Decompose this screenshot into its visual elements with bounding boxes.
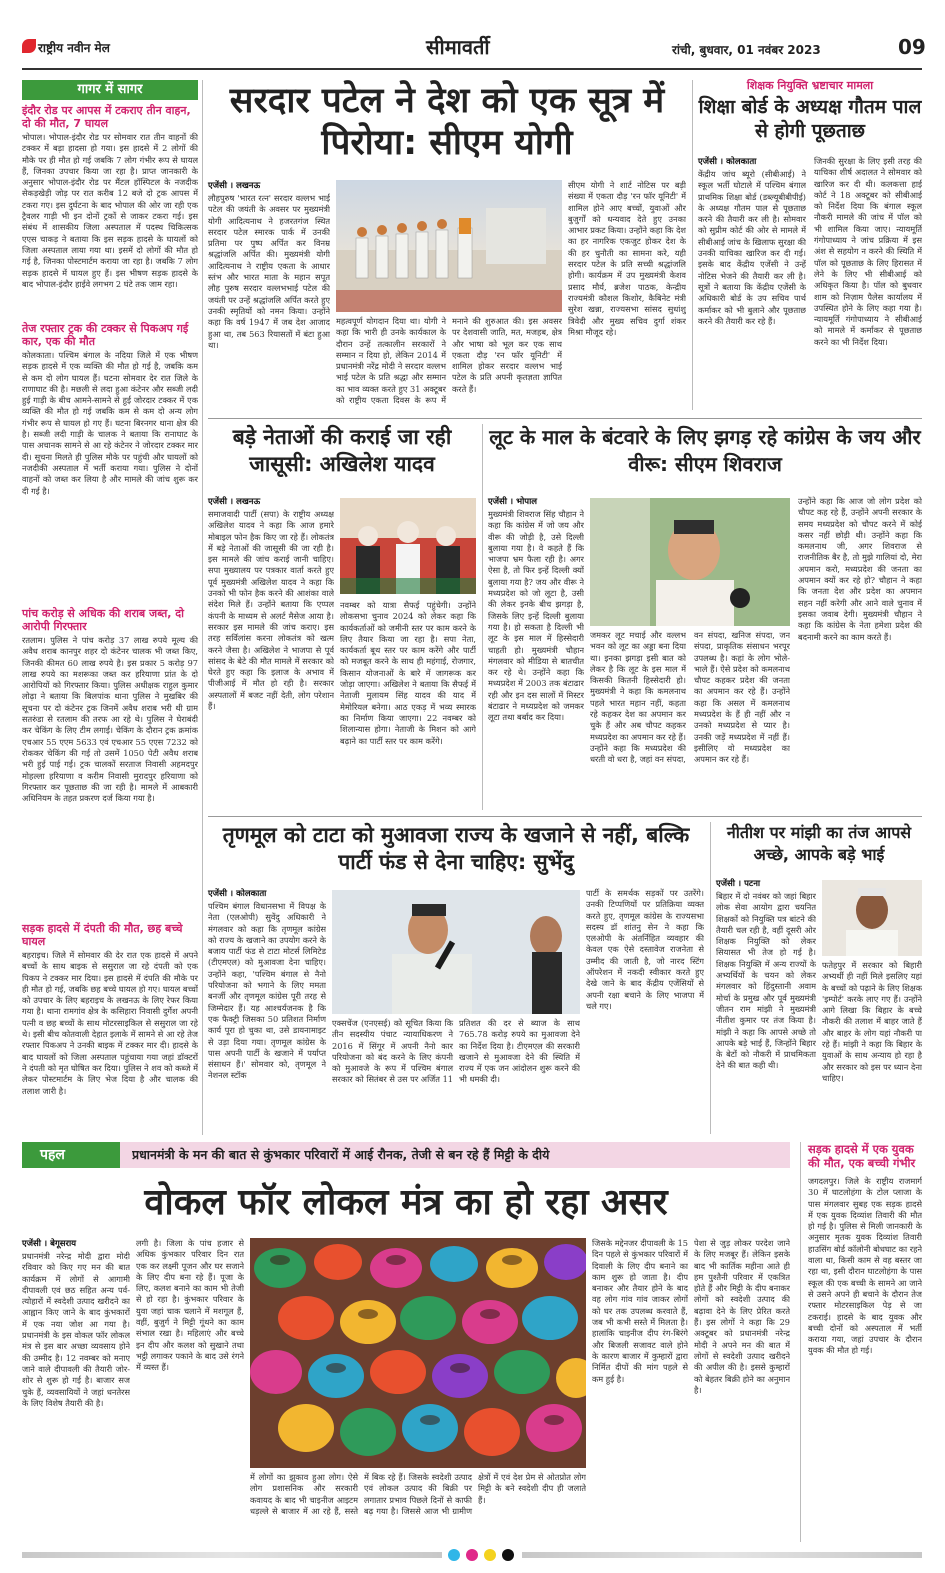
page-number: 09 bbox=[898, 35, 926, 59]
shivraj-text-4: उन्होंने कहा कि आज जो लोग प्रदेश को चौपट कह रहे हैं, उन्होंने अपनी सरकार के समय मध्यप्रदेश को चौपट करने में कोई कसर नहीं छोड़ी थी। उन्होंने कहा कि कमलनाथ जी, अगर शिवराज से राजनीतिक बैर है, तो मुझे गालियां दो, मेरा अपमान करो, मध्यप्रदेश की जनता का अपमान क्यों कर रहे हो? चौहान ने कहा कि जनता देश और प्रदेश का अपमान सहन नहीं करेगी और आने वाले चुनाव में इसका जवाब देगी। मुख्यमंत्री चौहान ने कहा कि कांग्रेस के नेता हमेशा प्रदेश की बदनामी करने का काम करते हैं। bbox=[798, 496, 922, 642]
akhilesh-col-2 bbox=[340, 600, 476, 808]
side-col-2 bbox=[814, 156, 922, 408]
shivraj-text-3: वन संपदा, खनिज संपदा, जन संपदा, प्राकृतिक संसाधन भरपूर उपलब्ध है। कहां के लोग भोले-भाले हैं। ऐसे प्रदेश को कमलनाथ चौपट कहकर प्रदेश की जनता का अपमान कर रहे हैं। उन्होंने कहा कि असल में कमलनाथ मध्यप्रदेश के हैं ही नहीं और न उनको मध्यप्रदेश से प्यार है। उनकी जड़ें मध्यप्रदेश में नहीं हैं। इसीलिए वो मध्यप्रदेश का अपमान कर रहे हैं। bbox=[694, 630, 790, 765]
pahal-strip bbox=[22, 1142, 790, 1168]
lead-col-3 bbox=[568, 180, 686, 408]
left-column bbox=[22, 80, 198, 1135]
tmc-col-2 bbox=[332, 1018, 580, 1132]
tmc-text-3: पार्टी के समर्थक सड़कों पर उतरेंगे। उनकी टिप्पणियों पर प्रतिक्रिया व्यक्त करते हुए, तृणमूल कांग्रेस के राज्यसभा सदस्य डॉ शांतनु सेन ने कहा कि एलओपी के अंतर्निहित व्यवहार की केवल एक ऐसे दस्तावेज राजनेता से उम्मीद की जाती है, जो नारद स्टिंग ऑपरेशन में नकदी स्वीकार करते हुए देखे जाने के बाद केंद्रीय एजेंसियों से अपनी रक्षा बचाने के लिए भाजपा में चले गए। bbox=[586, 888, 704, 1011]
shivraj-headline: लूट के माल के बंटवारे के लिए झगड़ रहे कांग्रेस के जय और वीरू: सीएम शिवराज bbox=[489, 425, 921, 476]
left-column-rule bbox=[202, 80, 203, 1135]
logo-swoosh-icon bbox=[22, 39, 36, 53]
masthead bbox=[22, 33, 926, 65]
lead-headline: सरदार पटेल ने देश को एक सूत्र में पिरोया: सीएम योगी bbox=[229, 81, 665, 163]
vocal-col-1 bbox=[22, 1238, 130, 1540]
side-story bbox=[698, 78, 922, 410]
tmc-byline: एजेंसी । कोलकाता bbox=[208, 889, 267, 899]
lead-col-1 bbox=[208, 180, 330, 408]
shivraj-text-1: मुख्यमंत्री शिवराज सिंह चौहान ने कहा कि कांग्रेस में जो जय और वीरू की जोड़ी है, उसे दिल्ली बुलाया गया है। वे कहते हैं कि भाजपा भ्रम फैला रही है। अगर ऐसा है, तो फिर इन्हें दिल्ली क्यों बुलाया गया है? जय और वीरू ने मध्यप्रदेश को जो लूटा है, उसी की लेकर इनके बीच झगड़ा है, जिसके लिए इन्हें दिल्ली बुलाया गया है। हो सकता है दिल्ली भी लूट के इस माल में हिस्सेदारी चाहती हो। मुख्यमंत्री चौहान मंगलवार को मीडिया से बातचीत कर रहे थे। उन्होंने कहा कि मध्यप्रदेश में 2003 तक बंटाढार रही और इन दस सालों में मिस्टर बंटाढार ने मध्यप्रदेश को जमकर लूटा तथा बर्बाद कर दिया। bbox=[488, 509, 584, 723]
left-story-3-title: पांच करोड़ से अधिक की शराब जब्त, दो आरोपी गिरफ्तार bbox=[22, 607, 184, 633]
tmc-nitish-rule bbox=[710, 822, 711, 1134]
lead-side-rule bbox=[692, 80, 693, 410]
diya-pots-photo-svg bbox=[250, 1238, 586, 1468]
side-headline: शिक्षा बोर्ड के अध्यक्ष गौतम पाल से होगी पूछताछ bbox=[698, 96, 922, 142]
masthead-rule bbox=[22, 68, 922, 70]
row-rule-2 bbox=[208, 816, 922, 817]
cyan-dot-icon bbox=[448, 1549, 460, 1561]
shivraj-photo-svg bbox=[590, 498, 790, 626]
shivraj-byline: एजेंसी । भोपाल bbox=[488, 497, 538, 507]
vocal-headline: वोकल फॉर लोकल मंत्र का हो रहा असर bbox=[144, 1182, 668, 1223]
pahal-tag: पहल bbox=[22, 1142, 120, 1168]
vocal-byline: एजेंसी । बेगूसराय bbox=[22, 1239, 77, 1249]
lead-col-2 bbox=[336, 316, 562, 408]
left-story-2 bbox=[22, 322, 198, 604]
lead-photo-svg bbox=[336, 180, 562, 312]
side-col-1 bbox=[698, 156, 806, 408]
side-byline: एजेंसी । कोलकाता bbox=[698, 157, 757, 167]
lead-text-3: सीएम योगी ने शार्ट नोटिस पर बड़ी संख्या में एकता दौड़ 'रन फॉर यूनिटी' में शामिल होने आए बच्चों, युवाओं और बुजुर्गों को धन्यवाद देते हुए उनका आभार प्रकट किया। उन्होंने कहा कि देश का हर नागरिक एकजुट होकर देश के की हर चुनौती का सामना करे, यही सरदार पटेल के प्रति सच्ची श्रद्धांजलि होगी। कार्यक्रम में उप मुख्यमंत्री केशव प्रसाद मौर्य, ब्रजेश पाठक, केन्द्रीय राज्यमंत्री कौशल किशोर, कैबिनेट मंत्री सुरेश खन्ना, राज्यसभा सांसद सुधांशु त्रिवेदी और मुख्य सचिव दुर्गा शंकर मिश्रा मौजूद रहे। bbox=[568, 180, 686, 337]
side-text-1: केंद्रीय जांच ब्यूरो (सीबीआई) ने स्कूल भर्ती घोटाले में पश्चिम बंगाल प्राथमिक शिक्षा बोर्ड (डब्ल्यूबीबीपीई) के अध्यक्ष गौतम पाल से पूछताछ करने की तैयारी कर ली है। सोमवार को सुप्रीम कोर्ट की ओर से मामले में सीबीआई जांच के खिलाफ सुरक्षा की उनकी याचिका खारिज कर दी गई। इसके बाद केंद्रीय एजेंसी ने उन्हें नोटिस भेजने की तैयारी कर ली है। सूत्रों ने बताया कि केंद्रीय एजेंसी के अधिकारी बोर्ड के उप सचिव पार्थ कर्माकर को भी बुलाने और पूछताछ करने की तैयारी कर रहे हैं। bbox=[698, 169, 806, 326]
black-dot-icon bbox=[502, 1549, 514, 1561]
akhilesh-photo-svg bbox=[340, 498, 476, 594]
akhilesh-text-1: समाजवादी पार्टी (सपा) के राष्ट्रीय अध्यक्ष अखिलेश यादव ने कहा कि आज हमारे मोबाइल फोन हैक किए जा रहे हैं। लोकतंत्र में बड़े नेताओं की जासूसी की जा रही है। इस मामले की जांच कराई जानी चाहिए। सपा मुख्यालय पर पत्रकार वार्ता करते हुए पूर्व मुख्यमंत्री अखिलेश यादव ने कहा कि उनको भी फोन हैक करने की आशंका वाले संदेश मिले हैं। उन्होंने बताया कि एप्पल कंपनी के माध्यम से अलर्ट मैसेज आया है। सरकार इस मामले की जांच कराए। इस तरह सर्विलांस करना लोकतंत्र को खत्म करने जैसा है। अखिलेश ने भाजपा से पूर्व सांसद के बेटे की मौत मामले में सरकार को घेरते हुए कहा कि इलाज के अभाव में पीजीआई में मौत हो रही है। सरकार अस्पतालों में बजट नहीं देती, लोग परेशान हैं। bbox=[208, 509, 334, 712]
left-story-2-text: कोलकाता। पश्चिम बंगाल के नदिया जिले में एक भीषण सड़क हादसे में एक व्यक्ति की मौत हो गई है, जबकि कम से कम दो लोग घायल हैं। घटना सोमवार देर रात जिले के राणाघाट की है। मछली से लदा हुआ कंटेनर और सब्जी लदी हुई गाड़ी के बीच आमने-सामने से हुई जोरदार टक्कर में एक व्यक्ति की मौत हो गई जबकि कम से कम दो अन्य लोग गंभीर रूप से घायल हो गए हैं। घटना बिरनगर थाना क्षेत्र की है। सब्जी लदी गाड़ी के चालक ने बताया कि रानाघाट के पास अचानक सामने से आ रहे कंटेनर ने जोरदार टक्कर मार दी। सूचना मिलते ही पुलिस मौके पर पहुंची और घायलों को नजदीकी अस्पताल में भर्ती कराया गया। पुलिस ने दोनों वाहनों को जब्त कर लिया है और मामले की जांच शुरू कर दी गई है। bbox=[22, 350, 198, 496]
section-title: सीमावर्ती bbox=[426, 35, 490, 59]
shivraj-col-3 bbox=[694, 630, 790, 808]
lead-text-2: महत्वपूर्ण योगदान दिया था। योगी ने कहा कि भारी ही उनके कार्यकाल के दौरान उन्हें तत्कालीन सरकारों ने सम्मान न दिया हो, लेकिन 2014 में प्रधानमंत्री नरेंद्र मोदी ने सरदार वल्लभ भाई पटेल के प्रति श्रद्धा और सम्मान का भाव व्यक्त करते हुए 31 अक्टूबर को राष्ट्रीय एकता दिवस के रूप में मनाने की शुरुआत की। इस अवसर पर देशवासी जाति, मत, मजहब, क्षेत्र और भाषा को भूल कर एक साथ एकता दौड़ 'रन फॉर यूनिटी' में शामिल होकर सरदार वल्लभ भाई पटेल के प्रति अपनी कृतज्ञता ज्ञापित करते हैं। bbox=[336, 316, 562, 406]
nitish-photo bbox=[822, 880, 922, 956]
akhilesh-story bbox=[208, 424, 476, 810]
tmc-photo-svg bbox=[332, 890, 580, 1014]
side-kicker: शिक्षक नियुक्ति भ्रष्टाचार मामला bbox=[746, 79, 874, 92]
masthead-logo bbox=[22, 37, 142, 59]
vocal-col-3 bbox=[250, 1472, 586, 1540]
nitish-photo-svg bbox=[822, 880, 922, 956]
vocal-col-4 bbox=[592, 1238, 688, 1540]
tmc-photo bbox=[332, 890, 580, 1014]
registration-strip bbox=[22, 1548, 922, 1562]
tmc-story bbox=[208, 822, 704, 1134]
lead-story bbox=[208, 80, 686, 410]
vocal-col-2 bbox=[136, 1238, 244, 1540]
bottom-right-headline: सड़क हादसे में एक युवक की मौत, एक बच्ची गंभीर bbox=[808, 1142, 916, 1170]
akhilesh-photo bbox=[340, 498, 476, 594]
tmc-text-2: एक्सचेंज (एनएसई) को सूचित किया कि तीन सदस्यीय पंचाट न्यायाधिकरण ने 2016 में सिंगूर में अपनी नैनो कार परियोजना को बंद करने के लिए कंपनी को मुआवजे के रूप में पश्चिम बंगाल सरकार को सितंबर से उस पर अर्जित 11 प्रतिशत की दर से ब्याज के साथ 765.78 करोड़ रुपये का मुआवजा देने का निर्देश दिया है। टीएमएल की सरकारी खजाने से मुआवजा देने की स्थिति में राज्य में एक जन आंदोलन शुरू करने की भी धमकी दी। bbox=[332, 1018, 580, 1085]
shivraj-photo bbox=[590, 498, 790, 626]
akhilesh-text-2: नवम्बर को यात्रा सैफई पहुंचेगी। उन्होंने लोकसभा चुनाव 2024 को लेकर कहा कि कार्यकर्ताओं को जमीनी स्तर पर काम करने के लिए तैयार किया जा रहा है। सपा नेता, कार्यकर्ता बूथ स्तर पर काम करेंगे और पार्टी को मजबूत करने के साथ ही महंगाई, रोजगार, किसान योजनाओं के बारे में जागरूक कर जोड़ा जाएगा। अखिलेश ने बताया कि सैफई में नेताजी मुलायम सिंह यादव की याद में मेमोरियल बनेगा। आठ एकड़ में भव्य स्मारक का निर्माण किया जाएगा। 22 नवम्बर को शिलान्यास होगा। नेताजी के मिशन को आगे बढ़ाने का पार्टी स्तर पर काम करेंगे। bbox=[340, 600, 476, 746]
akhilesh-byline: एजेंसी । लखनऊ bbox=[208, 497, 261, 507]
vocal-story bbox=[22, 1174, 790, 1542]
left-story-4 bbox=[22, 922, 198, 1134]
pahal-headline: प्रधानमंत्री के मन की बात से कुंभकार परिवारों में आई रौनक, तेजी से बन रहे हैं मिट्टी के दीये bbox=[132, 1147, 550, 1162]
vocal-text-1: प्रधानमंत्री नरेन्द्र मोदी द्वारा मोदी रविवार को किए गए मन की बात कार्यक्रम में लोगों से आगामी दीपावली एवं छठ सहित अन्य पर्व-त्योहारों में स्वदेशी उत्पाद खरीदने का आह्वान किए जाने के बाद कुंभकारों में एक नया जोश आ गया है। प्रधानमंत्री के इस वोकल फॉर लोकल मंत्र से इस बार अच्छा व्यवसाय होने की उम्मीद है। 12 नवम्बर को मनाए जाने वाले दीपावली की तैयारी जोर-शोर से शुरू हो गई है। बाजार सज चुके हैं, व्यवसायियों ने जहां धनतेरस के लिए विशेष तैयारी की है। bbox=[22, 1251, 130, 1408]
magenta-dot-icon bbox=[466, 1549, 478, 1561]
registration-bar-right bbox=[522, 1552, 922, 1558]
shivraj-col-2 bbox=[590, 630, 686, 808]
tmc-col-3 bbox=[586, 888, 704, 1132]
akhilesh-headline: बड़े नेताओं की कराई जा रही जासूसी: अखिलेश यादव bbox=[232, 425, 452, 476]
nitish-headline: नीतीश पर मांझी का तंज आपसे अच्छे, आपके बड़े भाई bbox=[726, 823, 912, 864]
vocal-text-5: पेशा से जुड़ लोकर परदेश जाने के लिए मजबूर हैं। लेकिन इसके बाद भी कार्तिक महीना आते ही हम पुश्तैनी परिवार में एकत्रित होते हैं और मिट्टी के दीप बनाकर लोगों को स्वदेशी उत्पाद की बढ़ावा देने के लिए प्रेरित करते हैं। इस लोगों ने कहा कि 29 अक्टूबर को प्रधानमंत्री नरेन्द्र मोदी ने अपने मन की बात में लोगों से स्वदेशी उत्पाद खरीदने की अपील की है। इससे कुम्हारों को बेहतर बिक्री होने का अनुमान है। bbox=[694, 1238, 790, 1395]
nitish-story bbox=[716, 822, 922, 1134]
left-story-3 bbox=[22, 607, 198, 919]
left-story-4-text: बहराइच। जिले में सोमवार की देर रात एक हादसे में अपने बच्चों के साथ बाइक से ससुराल जा रहे दंपती को एक पिकप ने टक्कर मार दिया। इस हादसे में दंपति की मौके पर ही मौत हो गई, जबकि छह बच्चे घायल हो गए। घायल बच्चों को उपचार के लिए बहराइच के लखनऊ के लिए रेफर किया गया है। थाना रामगांव क्षेत्र के कसिहारा निवासी दुर्गेश अपनी पत्नी व छह बच्चों के साथ मोटरसाइकिल से ससुराल जा रहे थे। इसी बीच कोतवाली देहात इलाके में सामने से आ रहे तेज रफ्तार पिकअप ने उनकी बाइक में टक्कर मार दी। हादसे के बाद घायलों को जिला अस्पताल पहुंचाया गया जहां डॉक्टरों ने दंपती को मृत घोषित कर दिया। पुलिस ने शव को कब्जे में लेकर पोस्टमार्टम के लिए भेज दिया है और चालक की तलाश जारी है। bbox=[22, 950, 198, 1096]
left-story-1 bbox=[22, 104, 198, 320]
bottom-right-text: जगदलपुर। जिले के राष्ट्रीय राजमार्ग 30 में घाटलोहंगा के टोल प्लाजा के पास मंगलवार सुबह एक सड़क हादसे में एक युवक दिव्यांश तिवारी की मौत हो गई है। पुलिस से मिली जानकारी के अनुसार मृतक युवक दिव्यांश तिवारी हाउसिंग बोर्ड कॉलोनी बोधघाट का रहने वाला था, किसी काम से वह बस्तर जा रहा था, इसी दौरान घाटलोहंगा के पास स्कूल की एक बच्ची के सामने आ जाने से उसने अपने ही बचाने के दौरान तेज रफ्तार मोटरसाइकिल पेड़ से जा टकराई। हादसे के बाद युवक और बच्ची दोनों को अस्पताल में भर्ती कराया गया, जहां उपचार के दौरान युवक की मौत हो गई। bbox=[808, 1176, 922, 1356]
yellow-dot-icon bbox=[484, 1549, 496, 1561]
nitish-byline: एजेंसी । पटना bbox=[716, 879, 761, 889]
gagar-label: गागर में सागर bbox=[22, 80, 198, 100]
row-rule-1 bbox=[208, 418, 922, 419]
lead-photo bbox=[336, 180, 562, 312]
vocal-right-rule bbox=[800, 1142, 801, 1542]
vocal-text-4: जिसके मद्देनजर दीपावली के 15 दिन पहले से कुंभकार परिवारों में दिवाली के लिए दीप बनाने का काम शुरू हो जाता है। दीप बनाकर और तैयार होने के बाद वह लोग गांव गांव जाकर लोगों को घर तक उपलब्ध करवाते हैं, जब भी कभी सस्ते में मिलता है। हालांकि चाइनीज दीप रंग-बिरंगे और बिजली सजावट वाले होने के कारण बाजार में कुम्हारों द्वारा निर्मित दीपों की मांग पहले से कम हुई है। bbox=[592, 1238, 688, 1384]
left-story-4-title: सड़क हादसे में दंपती की मौत, छह बच्चे घायल bbox=[22, 922, 183, 948]
shivraj-text-2: जमकर लूट मचाई और वल्लभ भवन को लूट का अड्डा बना दिया था। इनका झगड़ा इसी बात को लेकर है कि लूट के इस माल में किसकी कितनी हिस्सेदारी हो। मुख्यमंत्री ने कहा कि कमलनाथ पहले भारत महान नहीं, कहता रहे कहकर देश का अपमान कर चुके हैं और अब चौपट कहकर मध्यप्रदेश का अपमान कर रहे हैं। उन्होंने कहा कि मध्यप्रदेश की धरती वो धरा है, जहां वन संपदा, bbox=[590, 630, 686, 765]
left-story-1-text: भोपाल। भोपाल-इंदौर रोड पर सोमवार रात तीन वाहनों की टक्कर में बड़ा हादसा हो गया। इस हादसे में 2 लोगों की मौके पर ही मौत हो गई जबकि 7 लोग गंभीर रूप से घायल हैं, जिनका उपचार किया जा रहा है। प्राप्त जानकारी के अनुसार भोपाल-इंदौर रोड पर मैंटल हॉस्पिटल के नजदीक सेकड़खेड़ी जोड़ पर रात करीब 12 बजे दो ट्रक आपस में टकरा गए। इस दुर्घटना के बाद भोपाल की ओर जा रही एक ट्रैवलर गाड़ी भी इन दोनों ट्रकों से जाकर टकरा गई। इस संबंध में शासकीय जिला अस्पताल में पदस्थ चिकित्सक एएस चाकड़ ने बताया कि इस सड़क हादसे के घायलों को जिला अस्पताल लाया गया था। इसमें दो लोगों की मौत हो गई है, जिनका पोस्टमार्टम कराया जा रहा है। जबकि 7 लोग सड़क हादसे में घायल हुए हैं। इस भीषण सड़क हादसे के बाद भोपाल-इंदौर हाईवे लगभग 2 घंटे तक जाम रहा। bbox=[22, 132, 198, 289]
vocal-text-3: में लोगों का झुकाव हुआ लोग। ऐसे लोग प्रशासनिक और सरकारी कवायद के बाद भी चाइनीज आइटम धड़ल्ले से बाजार में आ रहे हैं, सस्ते में बिक रहे हैं। जिसके स्वदेशी उत्पाद एवं लोकल उत्पाद की बिक्री पर लगातार प्रभाव पिछले दिनों से काफी बढ़ गया है। जिससे आज भी ग्रामीण क्षेत्रों में एवं देश प्रेम से ओतप्रोत लोग मिट्टी के बने स्वदेशी दीप ही जलाते हैं। bbox=[250, 1472, 586, 1516]
shivraj-col-1 bbox=[488, 496, 584, 808]
tmc-col-1 bbox=[208, 888, 326, 1132]
left-story-1-title: इंदौर रोड पर आपस में टकराए तीन वाहन, दो की मौत, 7 घायल bbox=[22, 104, 191, 130]
logo-text: राष्ट्रीय नवीन मेल bbox=[38, 41, 110, 55]
akhilesh-col-1 bbox=[208, 496, 334, 808]
vocal-text-2: लगी है। जिला के पांच हजार से अधिक कुंभकार परिवार दिन रात एक कर लक्ष्मी पूजन और घर सजाने के लिए दीप बना रहे हैं। पूजा के लिए, कलश बनाने का काम भी तेजी से हो रहा है। कुंभकार परिवार के युवा जहां चाक चलाने में मशगूल हैं, वहीं, बुजुर्ग ने मिट्टी गूंथने का काम संभाल रखा है। महिलाएं और बच्चे इन दीप और कलश को सुखाने तथा भट्ठी लगाकर पकाने के बाद उसे रंगने में व्यस्त हैं। bbox=[136, 1238, 244, 1373]
dateline: रांची, बुधवार, 01 नवंबर 2023 bbox=[672, 43, 821, 57]
shivraj-story bbox=[488, 424, 922, 810]
left-story-3-text: रतलाम। पुलिस ने पांच करोड़ 37 लाख रुपये मूल्य की अवैध शराब कानपुर शहर दो कंटेनर चालक भी जब्त किए, जिनकी कीमत 60 लाख रुपये है। इस प्रकार 5 करोड़ 97 लाख रुपये का मशरूका जब्त कर हरियाणा प्रांत के दो आरोपियों को गिरफ्तार किया। पुलिस अधीक्षक राहुल कुमार लोढ़ा ने बताया कि बिलपांक थाना पुलिस ने मुखबिर की सूचना पर दो कंटेनर ट्रक जिनमें अवैध शराब भरी थी ग्राम सतरुंडा से रतलाम की तरफ आ रहे थे। पुलिस ने घेराबंदी कर चेकिंग के लिए टीम लगाई। चेकिंग के दौरान ट्रक क्रमांक एचआर 55 एएम 5633 एवं एचआर 55 एएस 7232 को रोककर चेकिंग की गई तो उसमें 1050 पेटी अवैध शराब भरी हुई पाई गई। ट्रक चालकों सरताज निवासी अहमदपुर मोहल्ला हरियाणा व करीम निवासी मुरादपुर हरियाणा को गिरफ्तार कर पूछताछ की जा रही है। मामले में आबकारी अधिनियम के तहत प्रकरण दर्ज किया गया है। bbox=[22, 635, 198, 804]
akhilesh-shivraj-rule bbox=[482, 424, 483, 810]
bottom-right-story bbox=[808, 1142, 922, 1542]
tmc-headline: तृणमूल को टाटा को मुआवजा राज्य के खजाने से नहीं, बल्कि पार्टी फंड से देना चाहिए: सुभेंदु bbox=[222, 823, 690, 874]
registration-bar-left bbox=[22, 1552, 442, 1558]
nitish-text-2: फतेहपुर में सरकार को बिहारी अभ्यर्थी ही नहीं मिले इसलिए यहां के बच्चों को पढ़ाने के लिए शिक्षक 'इम्पोर्ट' करके लाए गए हैं। उन्होंने आगे लिखा कि बिहार के बच्चे नौकरी की तलाश में बाहर जाते हैं और बाहर के लोग यहां नौकरी पा रहे हैं। मांझी ने कहा कि बिहार के युवाओं के साथ अन्याय हो रहा है और सरकार को इस पर ध्यान देना चाहिए। bbox=[822, 960, 922, 1083]
nitish-text-1: बिहार में दो नवंबर को जहां बिहार लोक सेवा आयोग द्वारा चयनित शिक्षकों को नियुक्ति पत्र बांटने की तैयारी चल रही है, वहीं दूसरी ओर शिक्षक नियुक्ति को लेकर सियासत भी तेज हो गई है। शिक्षक नियुक्ति में अन्य राज्यों के अभ्यर्थियों के चयन को लेकर मंगलवार को हिंदुस्तानी अवाम मोर्चा के प्रमुख और पूर्व मुख्यमंत्री जीतन राम मांझी ने मुख्यमंत्री नीतीश कुमार पर तंज किया है। मांझी ने कहा कि आपसे अच्छे तो आपके बड़े भाई हैं, जिन्होंने बिहार के बेटों को नौकरी में प्राथमिकता देने की बात कही थी। bbox=[716, 891, 816, 1071]
shivraj-col-4 bbox=[798, 496, 922, 808]
vocal-photo bbox=[250, 1238, 586, 1468]
nitish-col-2 bbox=[822, 960, 922, 1132]
nitish-col-1 bbox=[716, 878, 816, 1132]
side-text-2: जिनकी सुरक्षा के लिए इसी तरह की याचिका शीर्ष अदालत ने सोमवार को खारिज कर दी थी। कलकत्ता हाई कोर्ट ने 18 अक्टूबर को सीबीआई को निर्देश दिया कि बंगाल स्कूल नौकरी मामले की जांच में पॉल को भी शामिल किया जाए। न्यायमूर्ति गंगोपाध्याय ने जांच प्रक्रिया में इस अंश से सहयोग न करने की स्थिति में पॉल को पूछताछ के लिए हिरासत में लेने के लिए भी सीबीआई को अधिकृत किया है। पॉल को बुधवार शाम को निज़ाम पैलेस कार्यालय में उपस्थित होने के लिए कहा गया है। न्यायमूर्ति गंगोपाध्याय ने सीबीआई को मामले में कर्माकर से पूछताछ करने का भी निर्देश दिया। bbox=[814, 156, 922, 347]
left-story-2-title: तेज रफ्तार ट्रक की टक्कर से पिकअप गई कार, एक की मौत bbox=[22, 322, 189, 348]
lead-byline: एजेंसी । लखनऊ bbox=[208, 181, 261, 191]
lead-text-1: लौहपुरुष 'भारत रत्न' सरदार वल्लभ भाई पटेल की जयंती के अवसर पर मुख्यमंत्री योगी आदित्यनाथ ने हजरतगंज स्थित सरदार पटेल स्मारक पार्क में उनकी प्रतिमा पर पुष्प अर्पित कर विनम्र श्रद्धांजलि अर्पित की। मुख्यमंत्री योगी आदित्यनाथ ने राष्ट्रीय एकता के आधार स्तंभ और भारत माता के महान सपूत लौह पुरुष सरदार वल्लभभाई पटेल की जयंती पर उन्हें श्रद्धांजलि अर्पित करते हुए उनकी स्मृतियों को नमन किया। उन्होंने कहा कि वर्ष 1947 में जब देश आजाद हुआ था, तब 563 रियासतों में बंटा हुआ था। bbox=[208, 193, 330, 350]
tmc-text-1: पश्चिम बंगाल विधानसभा में विपक्ष के नेता (एलओपी) सुवेंदु अधिकारी ने मंगलवार को कहा कि तृणमूल कांग्रेस को राज्य के खजाने का उपयोग करने के बजाय पार्टी फंड से टाटा मोटर्स लिमिटेड (टीएमएल) को मुआवजा देना चाहिए। उन्होंने कहा, 'पश्चिम बंगाल से नैनो परियोजना को भगाने के लिए ममता बनर्जी और तृणमूल कांग्रेस पूरी तरह से जिम्मेदार हैं। यह आश्चर्यजनक है कि एक फैक्ट्री जिसका 50 प्रतिशत निर्माण कार्य पूरा हो चुका था, उसे डायनामाइट से उड़ा दिया गया। तृणमूल कांग्रेस के पास अपनी पार्टी के खजाने में पर्याप्त संसाधन हैं।' सोमवार को, तृणमूल ने नेशनल स्टॉक bbox=[208, 901, 326, 1081]
vocal-col-5 bbox=[694, 1238, 790, 1540]
